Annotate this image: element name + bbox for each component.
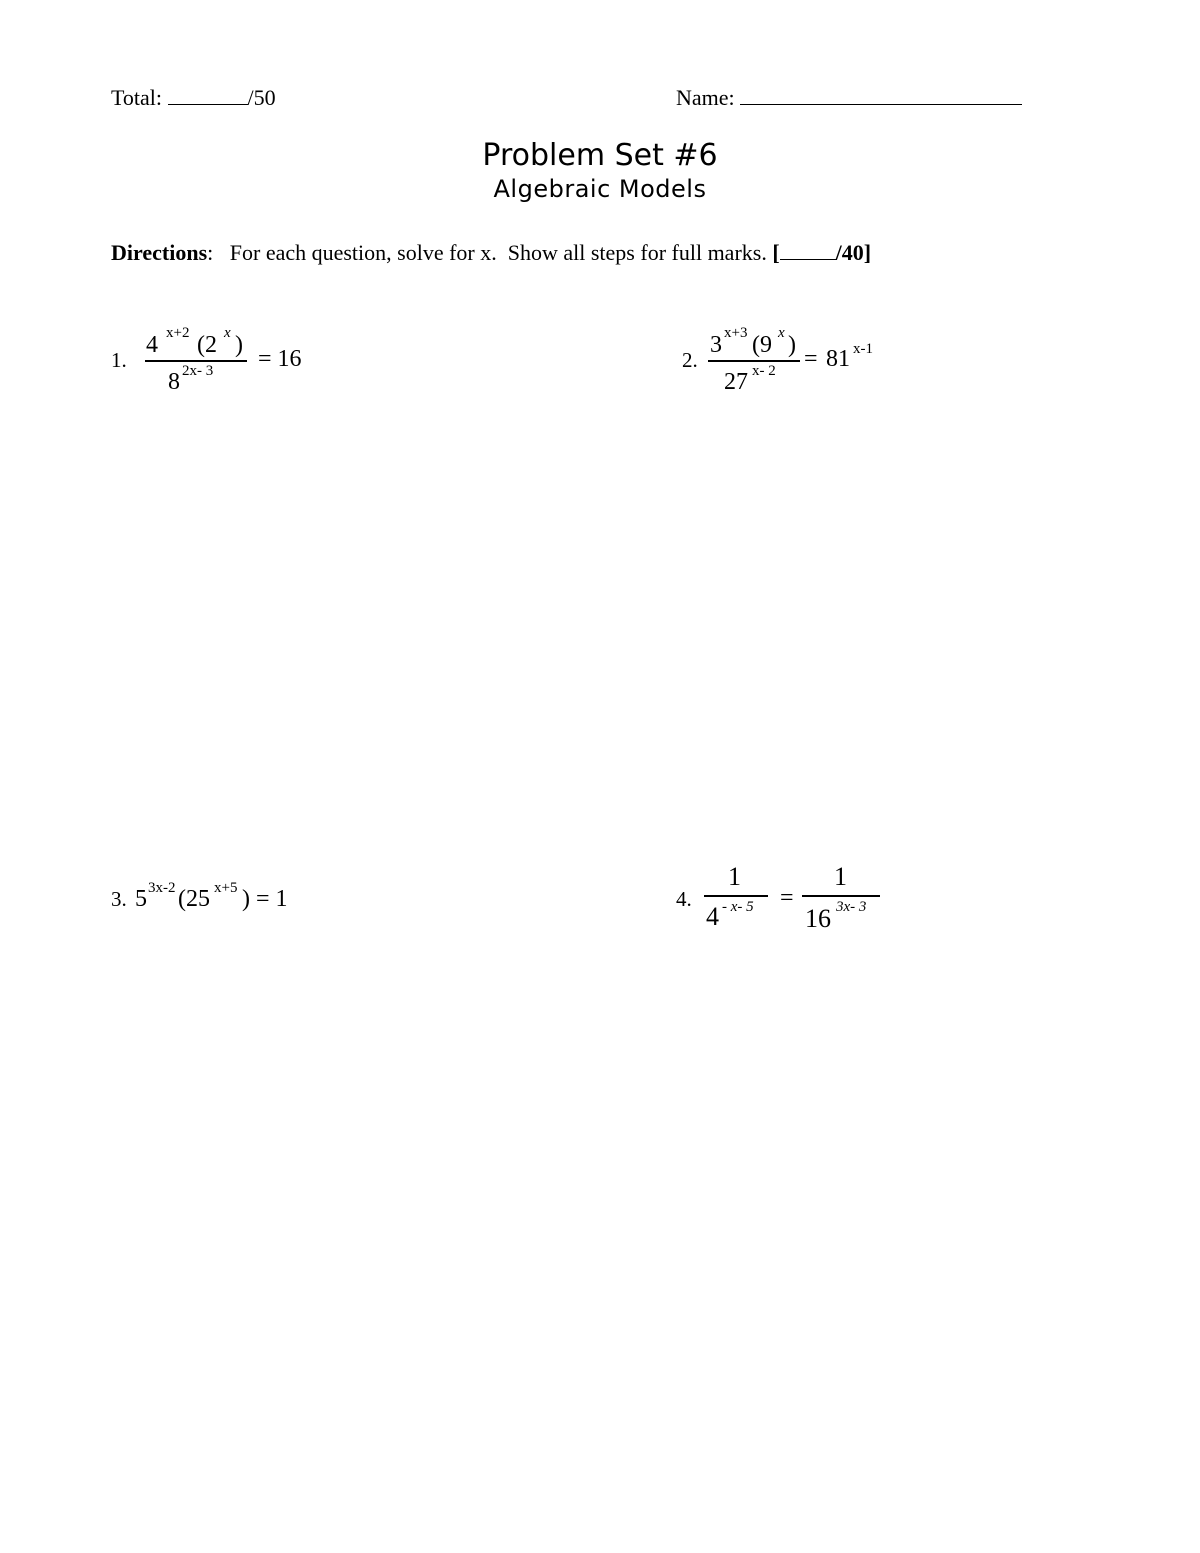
equals-sign: = bbox=[804, 346, 818, 372]
name-label: Name: bbox=[676, 85, 735, 110]
denominator-exponent: 2x- 3 bbox=[182, 363, 214, 379]
denominator-exponent: x- 2 bbox=[752, 363, 776, 379]
rhs-fraction-bar bbox=[802, 895, 880, 897]
rhs-base: 81 bbox=[826, 346, 850, 372]
numerator-base: 4 bbox=[146, 332, 158, 358]
name-field bbox=[676, 84, 1022, 112]
directions bbox=[111, 239, 871, 267]
total-score-blank[interactable] bbox=[168, 84, 248, 105]
rhs-exponent: x-1 bbox=[853, 341, 873, 357]
page-title: Problem Set #6 bbox=[482, 138, 718, 173]
denominator-base: 8 bbox=[168, 369, 180, 395]
problem-number: 3. bbox=[111, 887, 127, 911]
total-score-field bbox=[111, 84, 276, 112]
page-subtitle: Algebraic Models bbox=[493, 175, 707, 203]
directions-label: Directions bbox=[111, 240, 208, 265]
total-out-of: /50 bbox=[247, 85, 276, 110]
numerator-close-paren: ) bbox=[235, 332, 243, 358]
lhs-fraction-bar bbox=[704, 895, 768, 897]
lhs-numerator: 1 bbox=[728, 862, 741, 891]
directions-marks-blank[interactable] bbox=[780, 241, 836, 260]
marks-open: [ bbox=[772, 240, 780, 265]
numerator-factor: (2 bbox=[197, 332, 217, 358]
rhs-numerator: 1 bbox=[834, 862, 847, 891]
numerator-factor: (9 bbox=[752, 332, 772, 358]
numerator-close-paren: ) bbox=[788, 332, 796, 358]
factor-exponent: x+5 bbox=[214, 880, 238, 896]
problem-number: 1. bbox=[111, 348, 127, 372]
right-hand-side: ) = 1 bbox=[242, 886, 288, 912]
denominator-base: 27 bbox=[724, 369, 748, 395]
name-blank[interactable] bbox=[740, 84, 1022, 105]
equals-sign: = bbox=[780, 885, 794, 911]
problem-number: 2. bbox=[682, 348, 698, 372]
numerator-factor-exponent: x bbox=[778, 325, 785, 341]
numerator-base: 3 bbox=[710, 332, 722, 358]
numerator-factor-exponent: x bbox=[224, 325, 231, 341]
rhs-denominator-base: 16 bbox=[805, 904, 831, 933]
base: 5 bbox=[135, 886, 147, 912]
numerator-exponent: x+3 bbox=[724, 325, 748, 341]
base-exponent: 3x-2 bbox=[148, 880, 176, 896]
numerator-exponent: x+2 bbox=[166, 325, 190, 341]
directions-text: : For each question, solve for x. Show all steps for full marks. bbox=[207, 240, 767, 265]
total-label: Total: bbox=[111, 85, 163, 110]
fraction-bar bbox=[145, 360, 247, 362]
rhs-denominator-exponent: 3x- 3 bbox=[836, 899, 867, 915]
fraction-bar bbox=[708, 360, 800, 362]
lhs-denominator-base: 4 bbox=[706, 902, 719, 931]
lhs-denominator-exponent: - x- 5 bbox=[722, 899, 754, 915]
factor: (25 bbox=[178, 886, 210, 912]
marks-out-of: /40] bbox=[835, 240, 872, 265]
right-hand-side: = 16 bbox=[258, 346, 302, 372]
problem-number: 4. bbox=[676, 887, 692, 911]
